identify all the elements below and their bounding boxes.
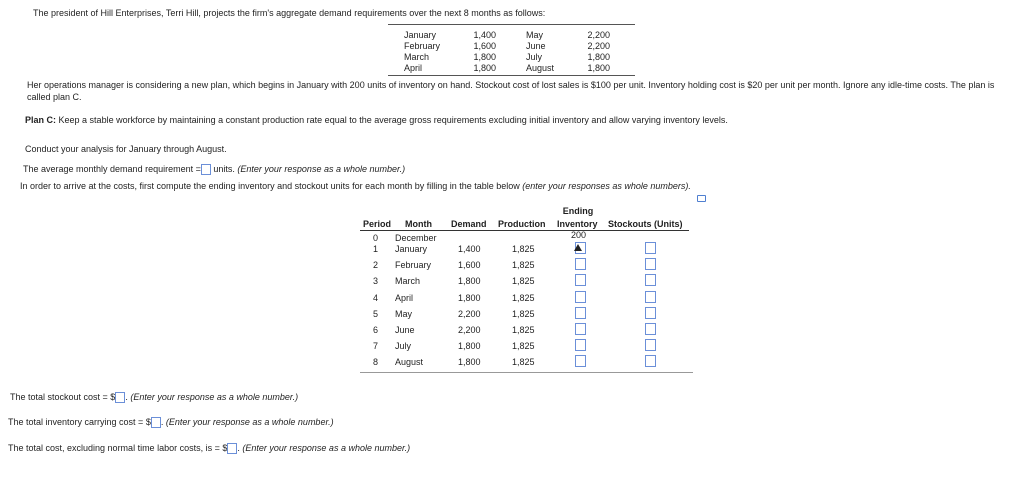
- plan-text: Keep a stable workforce by maintaining a constant production rate equal to the average gross requirements excluding initial inventory and allow varying inventory levels.: [58, 115, 728, 125]
- demand-month: April: [404, 63, 423, 73]
- row-period: 8: [373, 357, 379, 367]
- row-demand: 1,400: [458, 244, 481, 254]
- context-line-1: Her operations manager is considering a new plan, which begins in January with 200 units of inventory on hand. Stockout cost of lost sales is $100 per unit. Inventory holding cost is $20 per unit per month. Ignore any idle-time costs. The plan is: [27, 80, 995, 90]
- row-demand: 1,600: [458, 260, 481, 270]
- demand-months-col-2: [526, 30, 554, 74]
- row-month: August: [395, 357, 424, 367]
- row-period: 4: [373, 293, 379, 303]
- ending-inventory-input[interactable]: [575, 339, 586, 351]
- row-demand: 1,800: [458, 276, 481, 286]
- demand-value: 1,800: [473, 63, 496, 73]
- stockout-prefix: The total stockout cost = $: [10, 392, 116, 402]
- copy-table-icon[interactable]: [697, 195, 706, 202]
- row-production: 1,825: [512, 341, 535, 351]
- row-month: April: [395, 293, 414, 303]
- table-header-rule: [360, 230, 689, 231]
- row-month: March: [395, 276, 421, 286]
- demand-value: 1,800: [587, 52, 610, 62]
- analysis-text: Conduct your analysis for January through August.: [25, 144, 227, 154]
- average-demand-question: [23, 164, 405, 175]
- ending-inventory-input[interactable]: [575, 323, 586, 335]
- demand-values-col-1: [468, 30, 496, 74]
- stockout-units-input[interactable]: [645, 274, 656, 286]
- header-production: Production: [498, 219, 546, 229]
- row-demand: 2,200: [458, 325, 481, 335]
- row-month: February: [395, 260, 432, 270]
- context-line-2: called plan C.: [27, 92, 82, 102]
- initial-period: 0: [373, 233, 379, 243]
- stockout-units-input[interactable]: [645, 323, 656, 335]
- row-demand: 1,800: [458, 341, 481, 351]
- demand-value: 1,400: [473, 30, 496, 40]
- demand-month: March: [404, 52, 430, 62]
- stockout-units-input[interactable]: [645, 291, 656, 303]
- compute-hint: (enter your responses as whole numbers).: [522, 181, 691, 191]
- row-period: 3: [373, 276, 379, 286]
- row-production: 1,825: [512, 293, 535, 303]
- demand-month: January: [404, 30, 437, 40]
- demand-value: 1,600: [473, 41, 496, 51]
- stockout-units-input[interactable]: [645, 307, 656, 319]
- ending-inventory-input[interactable]: [575, 291, 586, 303]
- carrying-prefix: The total inventory carrying cost = $: [8, 417, 151, 427]
- average-hint: (Enter your response as a whole number.): [237, 164, 406, 174]
- row-month: July: [395, 341, 412, 351]
- average-demand-input[interactable]: [201, 164, 211, 175]
- initial-ending-inventory: 200: [571, 230, 587, 240]
- row-production: 1,825: [512, 357, 535, 367]
- demand-value: 1,800: [587, 63, 610, 73]
- period-mark: .: [237, 443, 240, 453]
- ending-inventory-input[interactable]: [575, 355, 586, 367]
- plan-c-description: [25, 115, 728, 125]
- compute-instruction: [20, 181, 691, 191]
- initial-month: December: [395, 233, 437, 243]
- intro-text: The president of Hill Enterprises, Terri Hill, projects the firm's aggregate demand requirements over the next 8 months as follows:: [33, 8, 546, 18]
- table-bottom-rule: [360, 372, 693, 373]
- row-month: May: [395, 309, 413, 319]
- header-period: Period: [363, 219, 392, 229]
- row-demand: 1,800: [458, 357, 481, 367]
- average-suffix: units.: [213, 164, 235, 174]
- total-cost-input[interactable]: [227, 443, 237, 454]
- total-stockout-input[interactable]: [115, 392, 125, 403]
- carrying-hint: (Enter your response as a whole number.): [165, 417, 334, 427]
- demand-value: 2,200: [587, 30, 610, 40]
- header-ending: Ending: [562, 206, 594, 216]
- row-production: 1,825: [512, 276, 535, 286]
- total-carrying-input[interactable]: [151, 417, 161, 428]
- compute-prefix: In order to arrive at the costs, first compute the ending inventory and stockout units for each month by filling in the table below: [20, 181, 520, 191]
- header-demand: Demand: [451, 219, 487, 229]
- total-cost-question: [8, 443, 410, 454]
- stockout-units-input[interactable]: [645, 339, 656, 351]
- row-demand: 2,200: [458, 309, 481, 319]
- stockout-units-input[interactable]: [645, 242, 656, 254]
- row-demand: 1,800: [458, 293, 481, 303]
- plan-label: Plan C:: [25, 115, 57, 125]
- row-production: 1,825: [512, 309, 535, 319]
- row-production: 1,825: [512, 260, 535, 270]
- period-mark: .: [160, 417, 164, 427]
- header-month: Month: [405, 219, 432, 229]
- row-month: June: [395, 325, 415, 335]
- ending-inventory-input[interactable]: [575, 274, 586, 286]
- demand-table-bottom-rule: [388, 75, 635, 76]
- mouse-pointer-icon: [574, 244, 582, 251]
- ending-inventory-input[interactable]: [575, 307, 586, 319]
- row-period: 5: [373, 309, 379, 319]
- total-hint: (Enter your response as a whole number.): [242, 443, 411, 453]
- total-stockout-question: [10, 392, 298, 403]
- stockout-units-input[interactable]: [645, 258, 656, 270]
- row-period: 1: [373, 244, 379, 254]
- demand-value: 2,200: [587, 41, 610, 51]
- total-carrying-question: [8, 417, 334, 428]
- header-stockouts: Stockouts (Units): [608, 219, 683, 229]
- demand-month: May: [526, 30, 544, 40]
- demand-table-top-rule: [388, 24, 635, 25]
- stockout-units-input[interactable]: [645, 355, 656, 367]
- stockout-hint: (Enter your response as a whole number.): [130, 392, 299, 402]
- demand-value: 1,800: [473, 52, 496, 62]
- total-prefix: The total cost, excluding normal time labor costs, is = $: [8, 443, 228, 453]
- demand-values-col-2: [582, 30, 610, 74]
- demand-month: February: [404, 41, 441, 51]
- demand-month: July: [526, 52, 543, 62]
- average-prefix: The average monthly demand requirement =: [23, 164, 201, 174]
- row-production: 1,825: [512, 244, 535, 254]
- period-mark: .: [125, 392, 128, 402]
- header-inventory: Inventory: [557, 219, 598, 229]
- demand-month: June: [526, 41, 546, 51]
- row-period: 7: [373, 341, 379, 351]
- row-production: 1,825: [512, 325, 535, 335]
- demand-months-col-1: [404, 30, 440, 74]
- demand-month: August: [526, 63, 555, 73]
- row-month: January: [395, 244, 428, 254]
- ending-inventory-input[interactable]: [575, 258, 586, 270]
- row-period: 6: [373, 325, 379, 335]
- row-period: 2: [373, 260, 379, 270]
